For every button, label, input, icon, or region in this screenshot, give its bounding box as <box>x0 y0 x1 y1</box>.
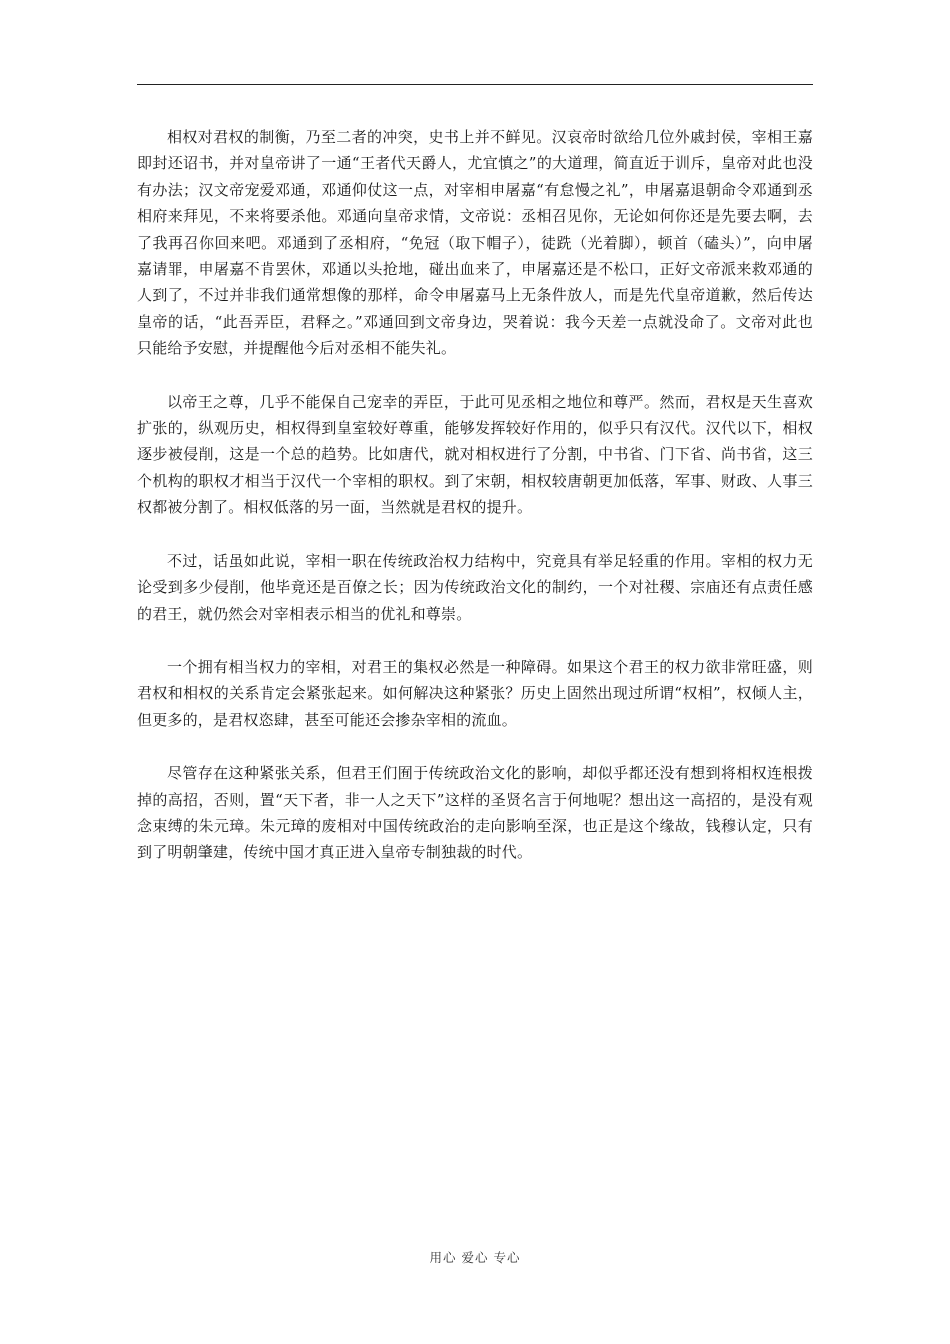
page-footer: 用心 爱心 专心 <box>429 1250 521 1265</box>
paragraph-3: 不过，话虽如此说，宰相一职在传统政治权力结构中，究竟具有举足轻重的作用。宰相的权力无论受到多少侵削，他毕竟还是百僚之长；因为传统政治文化的制约，一个对社稷、宗庙还有点责任感的君王，就仍然会对宰相表示相当的优礼和尊崇。 <box>137 551 813 623</box>
paragraph-5: 尽管存在这种紧张关系，但君王们囿于传统政治文化的影响，却似乎都还没有想到将相权连根拨掉的高招，否则，置“天下者，非一人之天下”这样的圣贤名言于何地呢？想出这一高招的，是没有观念束缚的朱元璋。朱元璋的废相对中国传统政治的走向影响至深，也正是这个缘故，钱穆认定，只有到了明朝肇建，传统中国才真正进入皇帝专制独裁的时代。 <box>137 764 813 862</box>
document-body <box>137 124 813 893</box>
paragraph-2: 以帝王之尊，几乎不能保自己宠幸的弄臣，于此可见丞相之地位和尊严。然而，君权是天生喜欢扩张的，纵观历史，相权得到皇室较好尊重，能够发挥较好作用的，似乎只有汉代。汉代以下，相权逐步被侵削，这是一个总的趋势。比如唐代，就对相权进行了分割，中书省、门下省、尚书省，这三个机构的职权才相当于汉代一个宰相的职权。到了宋朝，相权较唐朝更加低落，军事、财政、人事三权都被分割了。相权低落的另一面，当然就是君权的提升。 <box>137 392 813 517</box>
header-rule <box>137 84 813 85</box>
paragraph-4: 一个拥有相当权力的宰相，对君王的集权必然是一种障碍。如果这个君王的权力欲非常旺盛，则君权和相权的关系肯定会紧张起来。如何解决这种紧张？历史上固然出现过所谓“权相”，权倾人主，但更多的，是君权恣肆，甚至可能还会掺杂宰相的流血。 <box>137 657 813 729</box>
paragraph-1: 相权对君权的制衡，乃至二者的冲突，史书上并不鲜见。汉哀帝时欲给几位外戚封侯，宰相王嘉即封还诏书，并对皇帝讲了一通“王者代天爵人，尤宜慎之”的大道理，简直近于训斥，皇帝对此也没有办法；汉文帝宠爱邓通，邓通仰仗这一点，对宰相申屠嘉“有怠慢之礼”，申屠嘉退朝命令邓通到丞相府来拜见，不来将要杀他。邓通向皇帝求情，文帝说：丞相召见你，无论如何你还是先要去啊，去了我再召你回来吧。邓通到了丞相府，“免冠（取下帽子），徒跣（光着脚），顿首（磕头）”，向申屠嘉请罪，申屠嘉不肯罢休，邓通以头抢地，碰出血来了，申屠嘉还是不松口，正好文帝派来救邓通的人到了，不过并非我们通常想像的那样，命令申屠嘉马上无条件放人，而是先代皇帝道歉，然后传达皇帝的话，“此吾弄臣，君释之。”邓通回到文帝身边，哭着说：我今天差一点就没命了。文帝对此也只能给予安慰，并提醒他今后对丞相不能失礼。 <box>137 128 813 358</box>
